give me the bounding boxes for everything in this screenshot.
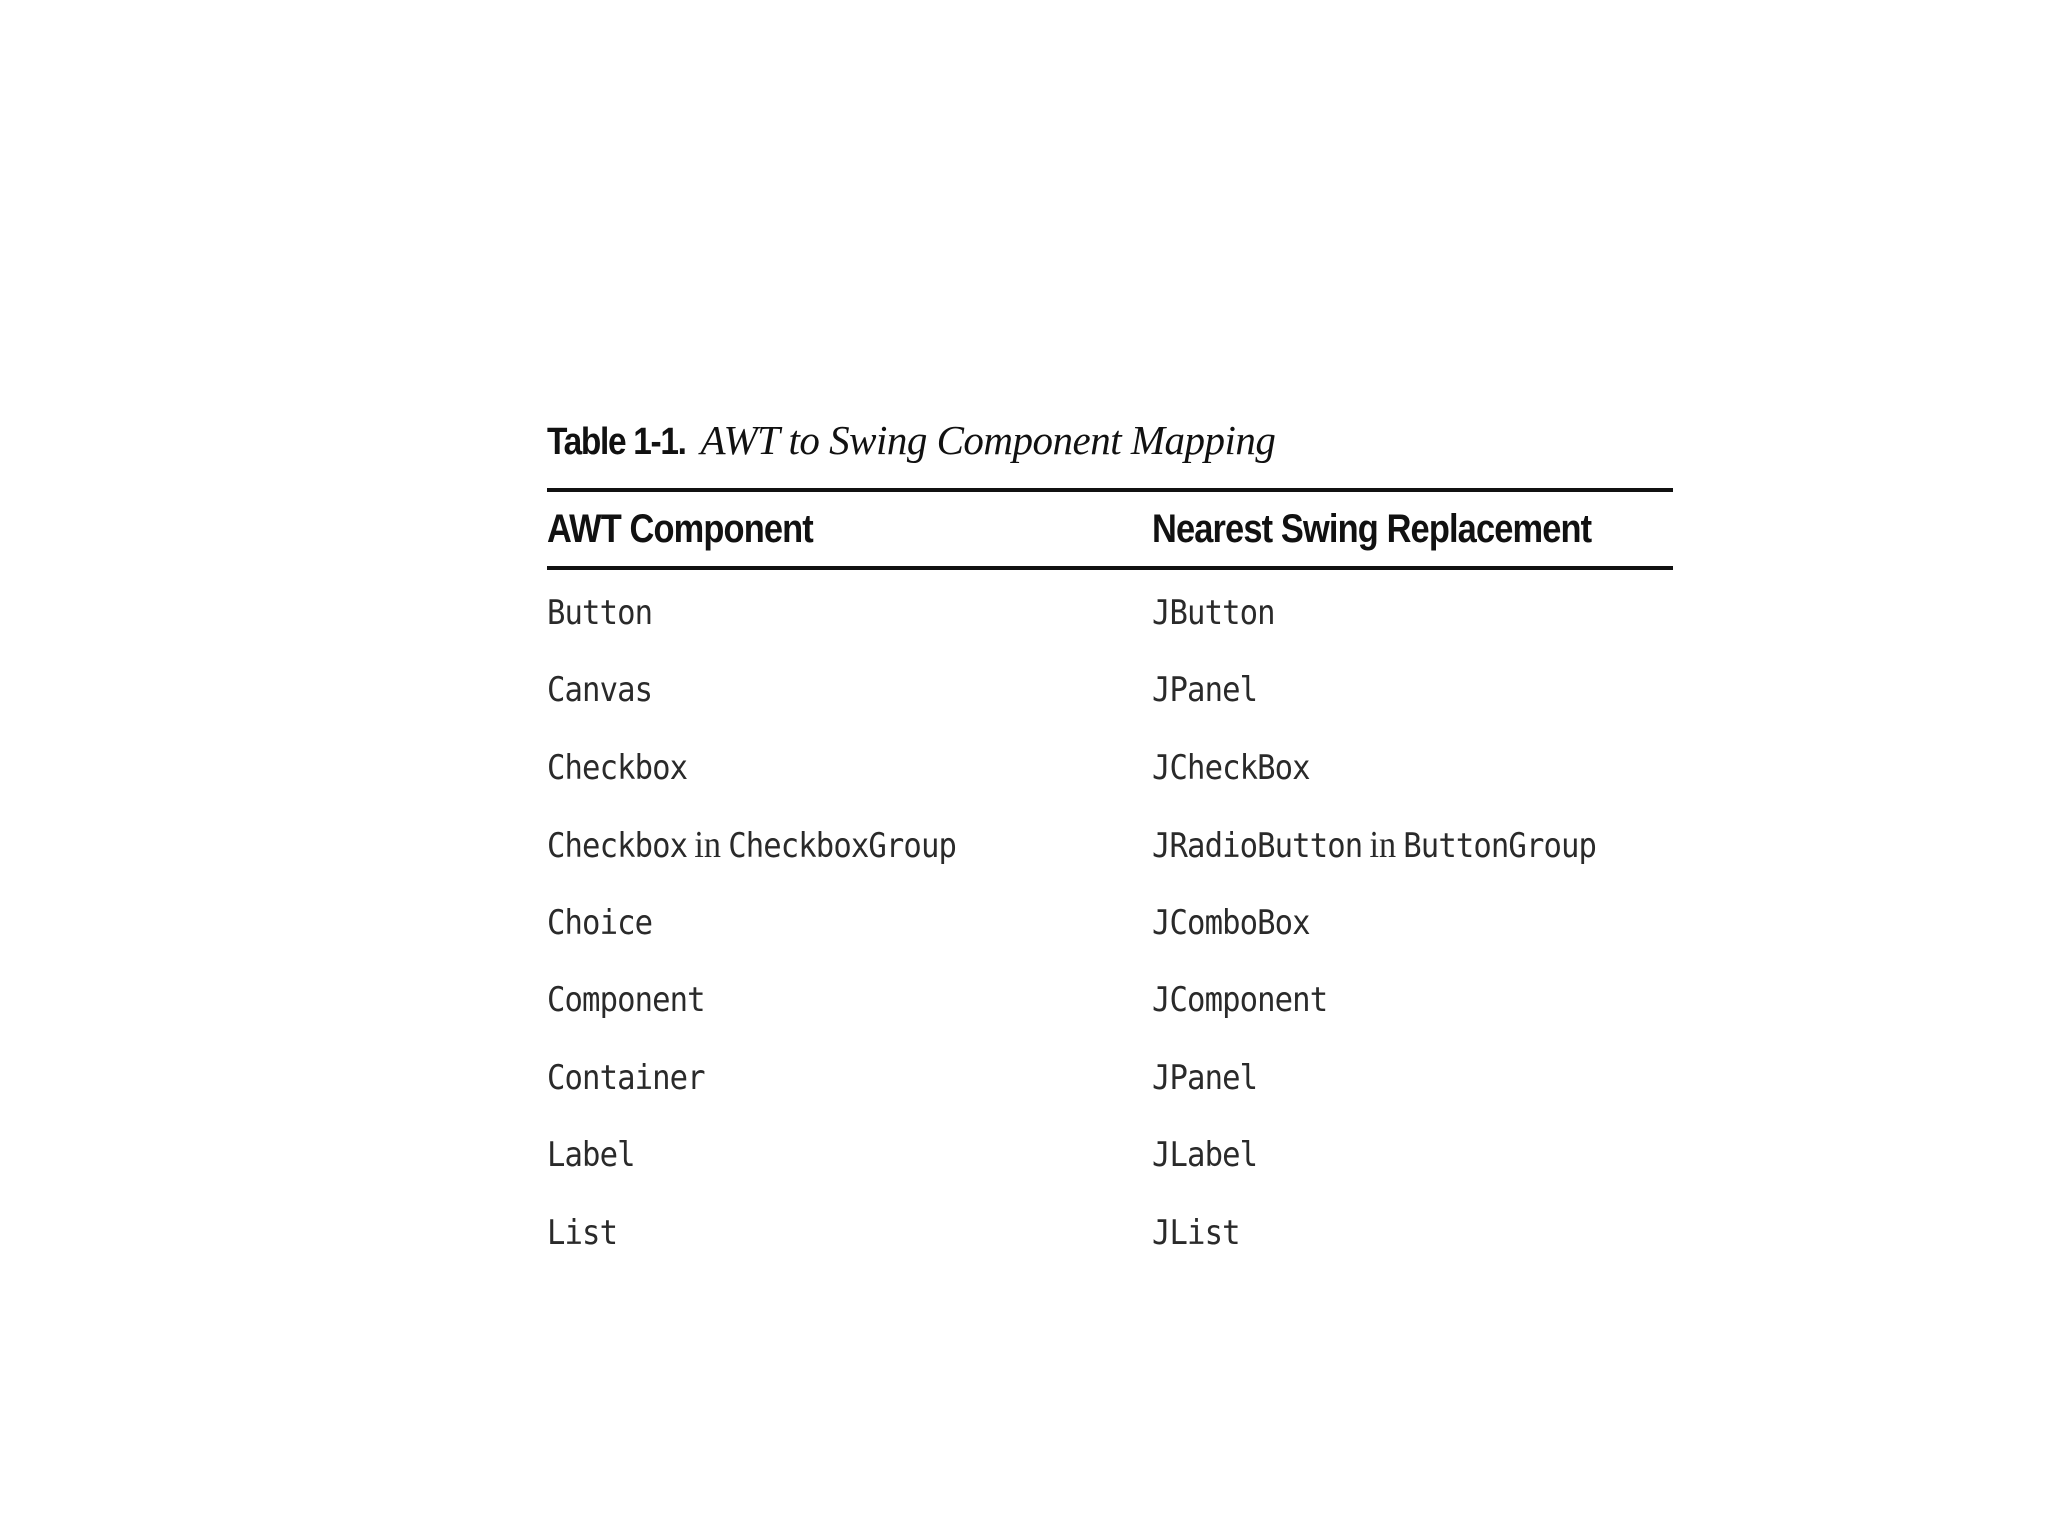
- awt-cell: Choice: [547, 902, 653, 943]
- awt-class-name: Checkbox: [547, 826, 688, 867]
- in-connector: in: [1369, 824, 1397, 867]
- awt-cell: Label: [547, 1135, 635, 1176]
- awt-cell: [547, 823, 1092, 867]
- table-row: [547, 652, 1673, 730]
- awt-cell: List: [547, 1212, 618, 1253]
- awt-cell: Component: [547, 980, 705, 1021]
- in-connector: in: [694, 824, 721, 867]
- swing-cell: JButton: [1152, 592, 1275, 633]
- swing-group-name: ButtonGroup: [1403, 826, 1597, 867]
- table-row: [547, 962, 1673, 1040]
- table-title: AWT to Swing Component Mapping: [700, 417, 1276, 463]
- table-row: [547, 884, 1673, 962]
- table-row: [547, 729, 1673, 807]
- swing-cell: JPanel: [1152, 670, 1258, 711]
- table-number: Table 1-1.: [547, 421, 686, 463]
- header-swing-replacement: Nearest Swing Replacement: [1152, 506, 1592, 551]
- table-row: [547, 1194, 1673, 1272]
- awt-group-name: CheckboxGroup: [728, 826, 956, 867]
- swing-class-name: JRadioButton: [1152, 826, 1363, 867]
- table-caption: [547, 408, 1673, 472]
- table-header-row: [547, 492, 1673, 566]
- swing-cell: JList: [1152, 1212, 1240, 1253]
- table-row: [547, 807, 1673, 885]
- swing-cell: JLabel: [1152, 1135, 1258, 1176]
- swing-cell: [1152, 823, 1621, 867]
- awt-cell: Canvas: [547, 670, 653, 711]
- awt-cell: Button: [547, 592, 653, 633]
- mapping-table: [547, 408, 1673, 1272]
- swing-cell: JCheckBox: [1152, 747, 1310, 788]
- swing-cell: JComboBox: [1152, 902, 1310, 943]
- awt-cell: Container: [547, 1057, 705, 1098]
- header-awt-component: AWT Component: [547, 506, 813, 551]
- table-body: [547, 570, 1673, 1272]
- table-row: [547, 1039, 1673, 1117]
- table-row: [547, 1117, 1673, 1195]
- swing-cell: JPanel: [1152, 1057, 1258, 1098]
- table-row: [547, 574, 1673, 652]
- swing-cell: JComponent: [1152, 980, 1328, 1021]
- awt-cell: Checkbox: [547, 747, 688, 788]
